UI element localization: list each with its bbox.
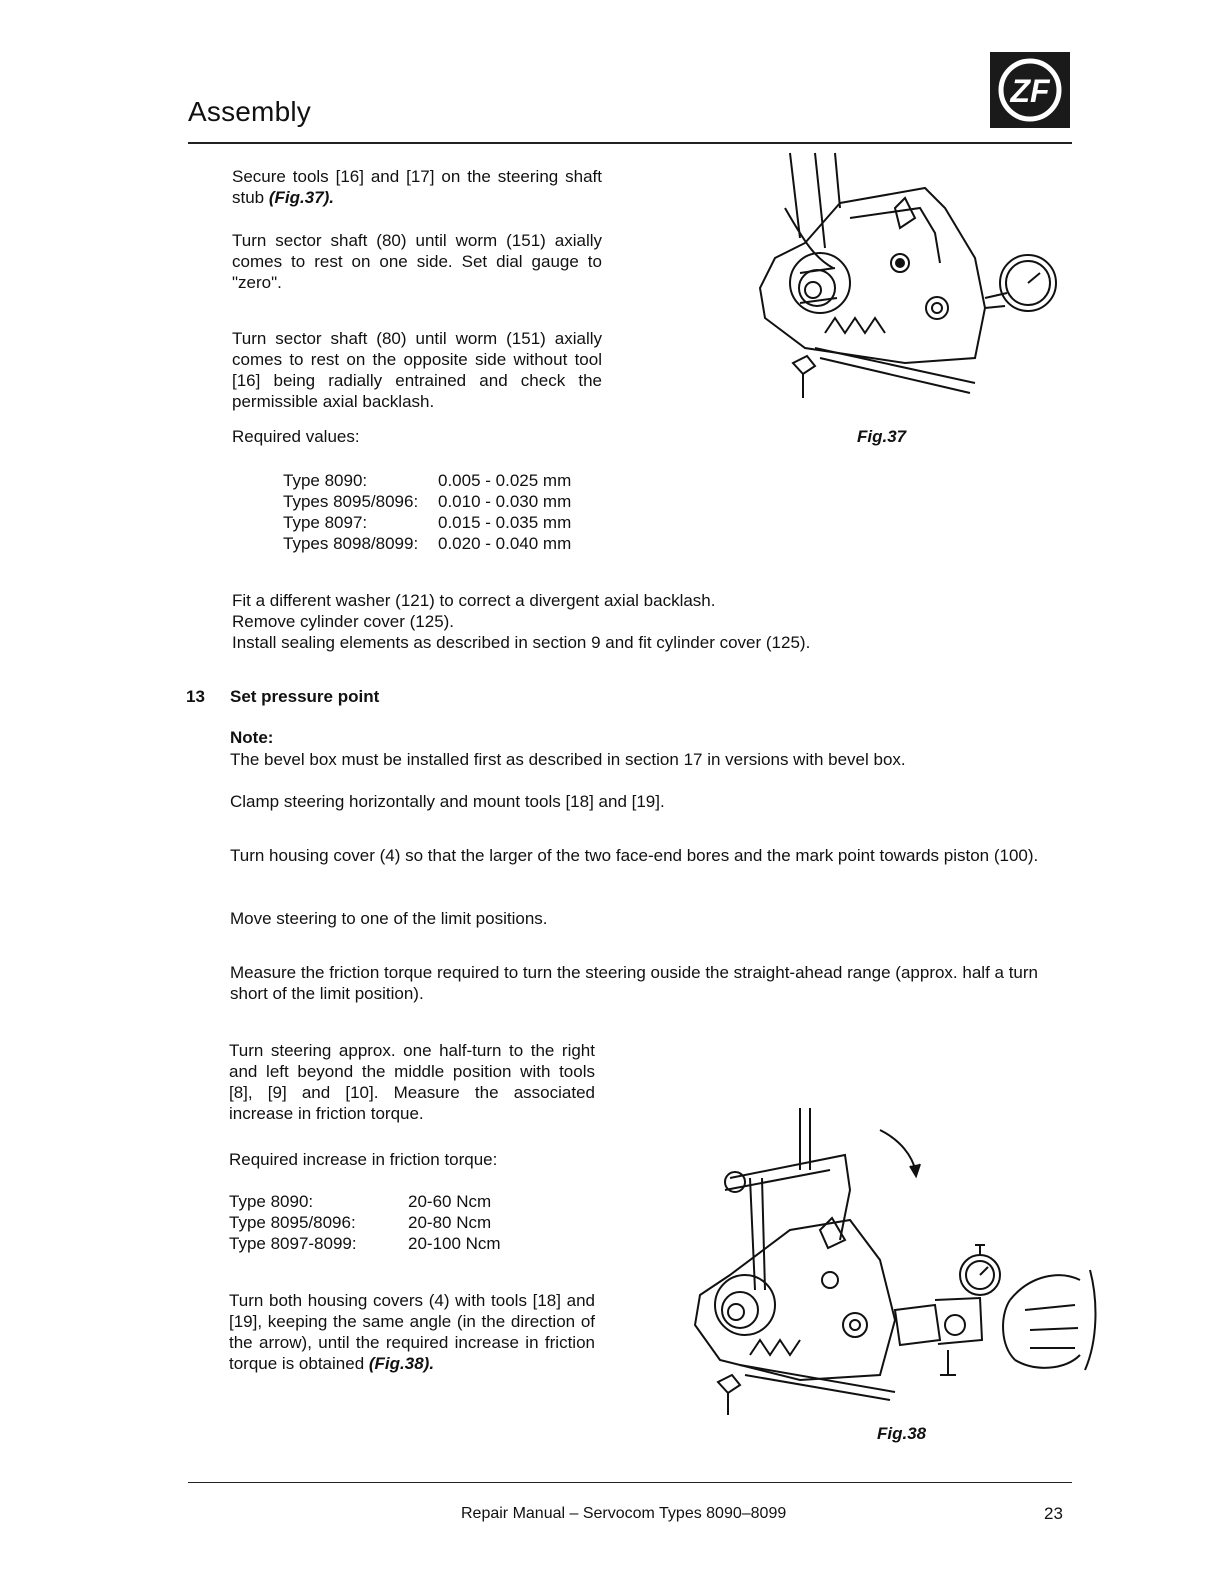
figure-38-illustration (680, 1100, 1110, 1420)
backlash-table (283, 470, 571, 554)
required-values-label: Required values: (232, 427, 360, 446)
para-text: Secure tools [16] and [17] on the steering shaft stub (232, 167, 602, 207)
figure-37-illustration (745, 148, 1065, 403)
para-clamp-steering: Clamp steering horizontally and mount tools [18] and [19]. (230, 792, 665, 811)
para-secure-tools (232, 166, 602, 208)
table-row: Type 8090: 0.005 - 0.025 mm (283, 471, 572, 490)
page-title: Assembly (188, 96, 311, 127)
svg-text:ZF: ZF (1010, 73, 1050, 109)
fig37-caption: Fig.37 (857, 427, 907, 446)
footer-text: Repair Manual – Servocom Types 8090–8099 (461, 1505, 787, 1522)
para-turn-sector-1: Turn sector shaft (80) until worm (151) axially comes to rest on one side. Set dial gauge to "zero". (232, 231, 602, 292)
footer-rule (188, 1482, 1072, 1483)
page-number: 23 (1044, 1504, 1063, 1523)
para-move-steering: Move steering to one of the limit positions. (230, 909, 548, 928)
para-install-sealing: Install sealing elements as described in section 9 and fit cylinder cover (125). (232, 633, 811, 652)
para-turn-both-covers (229, 1290, 595, 1374)
section-number: 13 (186, 687, 205, 706)
zf-logo (990, 52, 1070, 128)
table-row: Types 8095/8096: 0.010 - 0.030 mm (283, 492, 572, 511)
header-rule (188, 142, 1072, 144)
section-title: Set pressure point (230, 687, 380, 706)
para-turn-sector-2: Turn sector shaft (80) until worm (151) axially comes to rest on the opposite side without tool [16] being radially entrained and check the permissible axial backlash. (232, 329, 602, 411)
para-turn-housing-cover: Turn housing cover (4) so that the larger of the two face-end bores and the mark point towards piston (100). (230, 846, 1039, 865)
para-measure-friction: Measure the friction torque required to turn the steering ouside the straight-ahead range (approx. half a turn short of the limit position). (230, 963, 1038, 1003)
para-text: Turn both housing covers (4) with tools [18] and [19], keeping the same angle (in the direction of the arrow), until the required increase in friction torque is obtained (229, 1291, 595, 1373)
torque-table (229, 1191, 501, 1254)
fig-ref: (Fig.38). (368, 1354, 435, 1373)
note-label: Note: (230, 728, 274, 747)
para-turn-half-turn: Turn steering approx. one half-turn to the right and left beyond the middle position with tools [8], [9] and [10]. Measure the associated increase in friction torque. (229, 1041, 595, 1123)
para-remove-cover: Remove cylinder cover (125). (232, 612, 455, 631)
fig-ref: (Fig.37). (268, 188, 335, 207)
para-required-increase: Required increase in friction torque: (229, 1150, 498, 1169)
table-row: Type 8090: 20-60 Ncm (229, 1192, 492, 1211)
table-row: Type 8095/8096: 20-80 Ncm (229, 1213, 492, 1232)
fig38-caption: Fig.38 (877, 1424, 927, 1443)
note-text: The bevel box must be installed first as described in section 17 in versions with bevel box. (230, 750, 906, 769)
para-fit-washer: Fit a different washer (121) to correct a divergent axial backlash. (232, 591, 716, 610)
table-row: Types 8098/8099: 0.020 - 0.040 mm (283, 534, 572, 553)
table-row: Type 8097-8099: 20-100 Ncm (229, 1234, 501, 1253)
table-row: Type 8097: 0.015 - 0.035 mm (283, 513, 572, 532)
